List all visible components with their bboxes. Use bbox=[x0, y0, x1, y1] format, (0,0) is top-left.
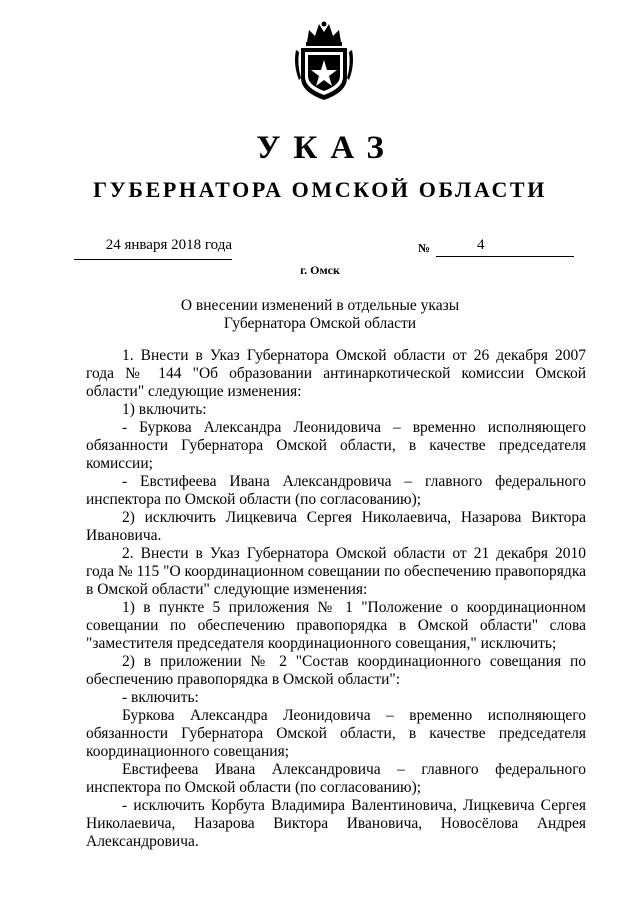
decree-date: 24 января 2018 года bbox=[74, 234, 232, 260]
paragraph-2-2-exclude: - исключить Корбута Владимира Валентиновича, Лицкевича Сергея Николаевича, Назарова Виктора Ивановича, Новосёлова Андрея Александровича. bbox=[86, 797, 586, 850]
decree-number: 4 bbox=[477, 237, 485, 253]
decree-number-label: № bbox=[418, 241, 431, 255]
paragraph-1-1-a: - Буркова Александра Леонидовича – временно исполняющего обязанности Губернатора Омской области, в качестве председателя комиссии; bbox=[86, 419, 586, 472]
paragraph-1: 1. Внести в Указ Губернатора Омской области от 26 декабря 2007 года № 144 "Об образовании антинаркотической комиссии Омской области" следующие изменения: bbox=[86, 347, 586, 400]
paragraph-2-2-b: Евстифеева Ивана Александровича – главного федерального инспектора по Омской области (по согласованию); bbox=[86, 761, 586, 796]
paragraph-2-2-a: Буркова Александра Леонидовича – временно исполняющего обязанности Губернатора Омской области, в качестве председателя координационного совещания; bbox=[86, 707, 586, 760]
decree-number-field bbox=[436, 234, 574, 257]
subject-line-1: О внесении изменений в отдельные указы bbox=[180, 297, 460, 314]
paragraph-2-2-include: - включить: bbox=[122, 689, 199, 706]
paragraph-2-1: 1) в пункте 5 приложения № 1 "Положение о координационном совещании по обеспечению правопорядка в Омской области" слова "заместителя председателя координационного совещания," исключить; bbox=[86, 599, 586, 652]
omsk-coat-of-arms-icon bbox=[293, 20, 355, 102]
document-title: УКАЗ bbox=[256, 130, 397, 166]
decree-subject bbox=[0, 297, 640, 333]
decree-body bbox=[86, 347, 586, 851]
subject-line-2: Губернатора Омской области bbox=[223, 315, 417, 332]
paragraph-1-1-b: - Евстифеева Ивана Александровича – главного федерального инспектора по Омской области (по согласованию); bbox=[86, 473, 586, 508]
paragraph-2: 2. Внести в Указ Губернатора Омской области от 21 декабря 2010 года № 115 "О координационном совещании по обеспечению правопорядка в Омской области" следующие изменения: bbox=[86, 545, 586, 598]
city-name: г. Омск bbox=[300, 263, 340, 277]
paragraph-1-2: 2) исключить Лицкевича Сергея Николаевича, Назарова Виктора Ивановича. bbox=[86, 509, 586, 544]
document-subtitle: ГУБЕРНАТОРА ОМСКОЙ ОБЛАСТИ bbox=[93, 177, 547, 202]
paragraph-2-2: 2) в приложении № 2 "Состав координационного совещания по обеспечению правопорядка в Омской области": bbox=[86, 653, 586, 688]
paragraph-1-1: 1) включить: bbox=[122, 401, 207, 418]
